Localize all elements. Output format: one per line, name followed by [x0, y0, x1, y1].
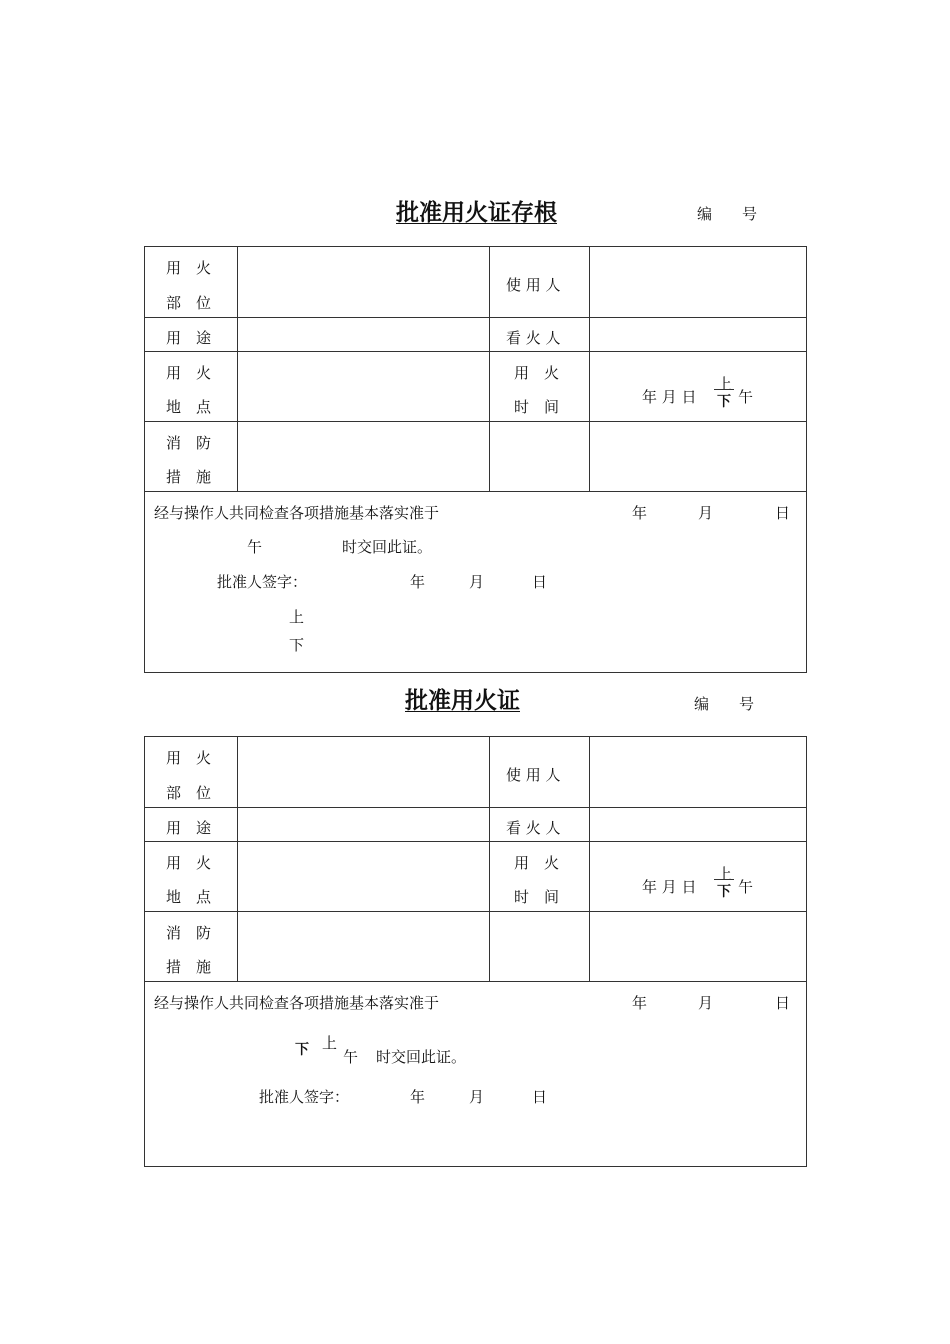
- permit-statement-day: 日: [775, 994, 791, 1012]
- permit-row-divider: [145, 807, 806, 808]
- permit-statement-month: 月: [698, 994, 714, 1012]
- permit-statement-am: 上: [322, 1034, 338, 1052]
- stub-fire-time-label: 用 火: [514, 364, 560, 382]
- permit-user-label: 使 用 人: [506, 766, 561, 784]
- stub-user-label: 使 用 人: [506, 276, 561, 294]
- stub-statement-month: 月: [698, 504, 714, 522]
- permit-time-noon: 午: [738, 878, 754, 896]
- stub-col-divider: [489, 247, 490, 491]
- stub-statement-am: 上: [289, 608, 305, 626]
- stub-statement-day: 日: [775, 504, 791, 522]
- permit-statement-year: 年: [632, 994, 648, 1012]
- permit-statement-return: 时交回此证。: [376, 1048, 467, 1066]
- permit-fire-place-label: 地 点: [166, 888, 212, 906]
- permit-fire-time-label: 用 火: [514, 854, 560, 872]
- permit-time-pm: 下: [717, 884, 731, 900]
- stub-col-divider: [589, 247, 590, 491]
- permit-sign-month: 月: [469, 1088, 485, 1106]
- stub-statement-noon: 午: [247, 538, 263, 556]
- stub-time-noon: 午: [738, 388, 754, 406]
- permit-row-divider: [145, 981, 806, 982]
- stub-fire-place-label: 地 点: [166, 398, 212, 416]
- permit-sign-day: 日: [532, 1088, 548, 1106]
- permit-fire-time-label: 时 间: [514, 888, 560, 906]
- permit-signer-label: 批准人签字：: [259, 1088, 350, 1106]
- stub-statement-text: 经与操作人共同检查各项措施基本落实准于: [154, 504, 440, 522]
- stub-row-divider: [145, 317, 806, 318]
- stub-fire-measures-label: 消 防: [166, 434, 212, 452]
- stub-fire-place-label: 用 火: [166, 364, 212, 382]
- stub-watcher-label: 看 火 人: [506, 329, 561, 347]
- permit-title: 批准用火证: [405, 688, 520, 714]
- stub-time-pm: 下: [717, 394, 731, 410]
- permit-purpose-label: 用 途: [166, 819, 212, 837]
- permit-col-divider: [237, 737, 238, 981]
- stub-col-divider: [237, 247, 238, 491]
- stub-statement-pm: 下: [289, 636, 305, 654]
- permit-fire-place-label: 用 火: [166, 854, 212, 872]
- stub-form-table: [144, 246, 807, 673]
- stub-statement-year: 年: [632, 504, 648, 522]
- stub-row-divider: [145, 351, 806, 352]
- stub-fire-part-label: 部 位: [166, 294, 212, 312]
- stub-fire-time-label: 时 间: [514, 398, 560, 416]
- stub-signer-label: 批准人签字：: [217, 573, 308, 591]
- permit-statement-pm: 下: [295, 1042, 309, 1058]
- permit-time-am: 上: [717, 865, 733, 883]
- stub-sign-year: 年: [410, 573, 426, 591]
- stub-sign-month: 月: [469, 573, 485, 591]
- permit-time-fraction-line: [714, 879, 734, 880]
- permit-sign-year: 年: [410, 1088, 426, 1106]
- permit-fire-measures-label: 措 施: [166, 958, 212, 976]
- stub-row-divider: [145, 421, 806, 422]
- permit-time-ymd: 年 月 日: [642, 878, 697, 896]
- permit-col-divider: [589, 737, 590, 981]
- permit-watcher-label: 看 火 人: [506, 819, 561, 837]
- stub-time-fraction-line: [714, 389, 734, 390]
- stub-fire-part-label: 用 火: [166, 259, 212, 277]
- permit-statement-noon: 午: [343, 1048, 359, 1066]
- stub-statement-return: 时交回此证。: [342, 538, 433, 556]
- permit-row-divider: [145, 911, 806, 912]
- stub-title: 批准用火证存根: [396, 200, 557, 226]
- stub-serial-label: 编 号: [697, 205, 758, 223]
- permit-fire-part-label: 用 火: [166, 749, 212, 767]
- stub-time-am: 上: [717, 375, 733, 393]
- permit-fire-part-label: 部 位: [166, 784, 212, 802]
- permit-statement-text: 经与操作人共同检查各项措施基本落实准于: [154, 994, 440, 1012]
- stub-time-ymd: 年 月 日: [642, 388, 697, 406]
- stub-sign-day: 日: [532, 573, 548, 591]
- stub-row-divider: [145, 491, 806, 492]
- permit-col-divider: [489, 737, 490, 981]
- stub-purpose-label: 用 途: [166, 329, 212, 347]
- permit-row-divider: [145, 841, 806, 842]
- permit-serial-label: 编 号: [694, 695, 755, 713]
- stub-fire-measures-label: 措 施: [166, 468, 212, 486]
- permit-fire-measures-label: 消 防: [166, 924, 212, 942]
